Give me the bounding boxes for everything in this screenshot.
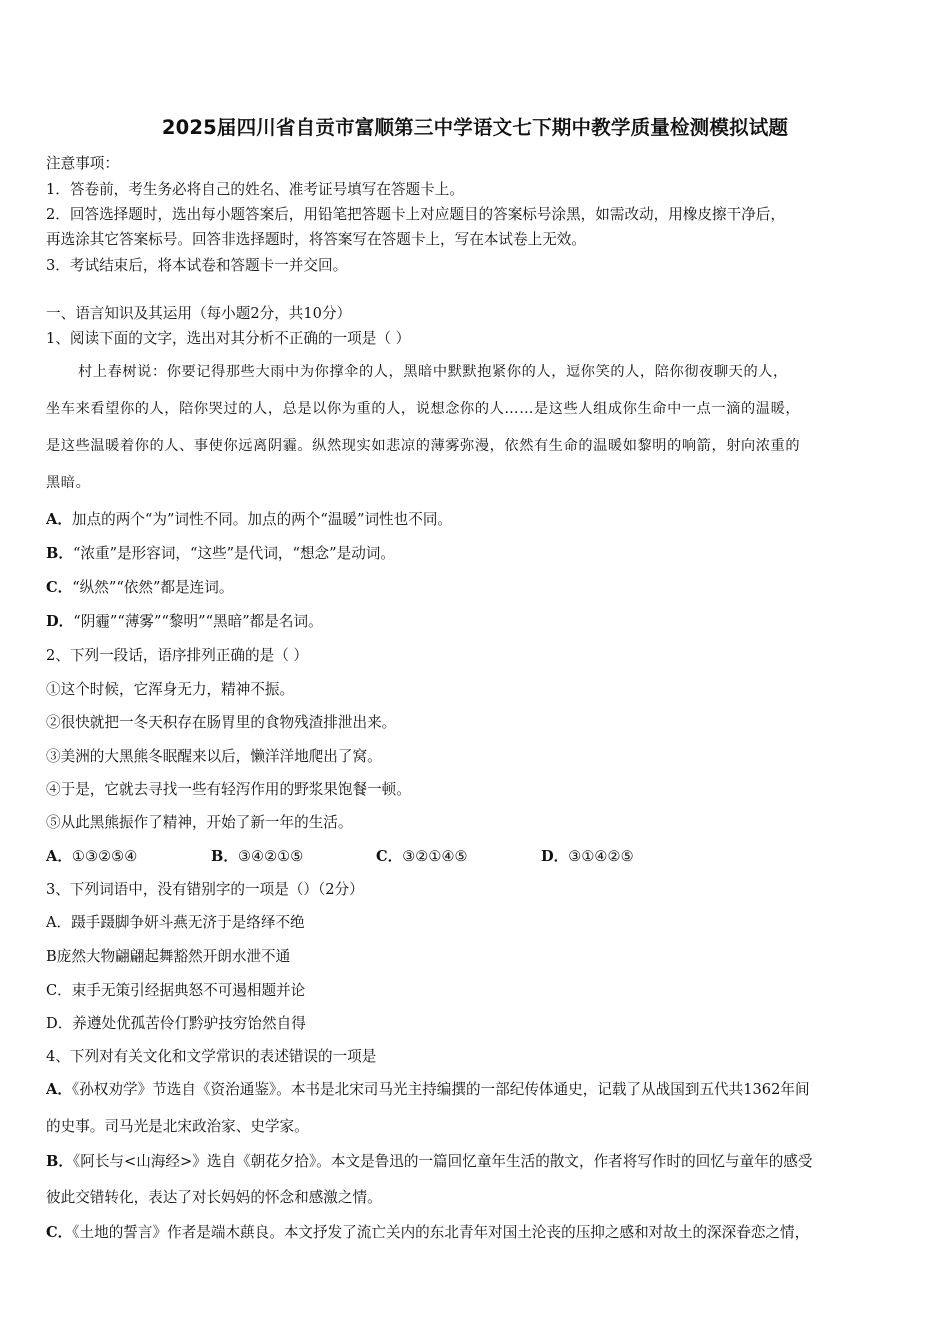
option-text: 《孙权劝学》节选自《资治通鉴》。本书是北宋司马光主持编撰的一部纪传体通史，记载了从战国到五代共1362年间	[71, 1081, 810, 1098]
option-item	[46, 1078, 810, 1099]
section-heading: 一、语言知识及其运用（每小题2分，共10分）	[46, 305, 352, 322]
option-item	[541, 845, 634, 866]
option-label: B．	[211, 848, 238, 865]
option-item	[46, 542, 395, 563]
option-label: C．	[376, 848, 403, 865]
passage-line: 村上春树说：你要记得那些大雨中为你撑伞的人，黑暗中默默抱紧你的人，逗你笑的人，陪你彻夜聊天的人，	[78, 364, 788, 380]
option-label: B．	[46, 545, 73, 562]
passage-line: 黑暗。	[46, 475, 91, 491]
passage-line: 坐车来看望你的人，陪你哭过的人，总是以你为重的人，说想念你的人……是这些人组成你生命中一点一滴的温暖，	[46, 401, 801, 417]
notice-item: 再选涂其它答案标号。回答非选择题时，将答案写在答题卡上，写在本试卷上无效。	[46, 231, 586, 248]
sentence-item: ①这个时候，它浑身无力，精神不振。	[46, 681, 295, 698]
option-text: ③②①④⑤	[402, 848, 468, 865]
notice-heading: 注意事项：	[46, 155, 119, 172]
option-text: “浓重”是形容词，“这些”是代词，“想念”是动词。	[72, 545, 395, 562]
sentence-item: ②很快就把一冬天积存在肠胃里的食物残渣排泄出来。	[46, 714, 397, 731]
option-continuation: 彼此交错转化，表达了对长妈妈的怀念和感激之情。	[46, 1189, 382, 1206]
option-label: C．	[46, 579, 73, 596]
question-stem: 2、下列一段话，语序排列正确的是（ ）	[46, 647, 309, 664]
option-item	[376, 845, 468, 866]
option-item: B庞然大物翩翩起舞豁然开朗水泄不通	[46, 948, 291, 965]
page-title: 2025届四川省自贡市富顺第三中学语文七下期中教学质量检测模拟试题	[161, 116, 789, 139]
question-stem: 4、下列对有关文化和文学常识的表述错误的一项是	[46, 1048, 377, 1065]
notice-item: 3．考试结束后，将本试卷和答题卡一并交回。	[46, 257, 348, 274]
question-stem: 1、阅读下面的文字，选出对其分析不正确的一项是（ ）	[46, 330, 411, 347]
option-item	[46, 576, 233, 597]
option-label: A．	[46, 1081, 72, 1098]
option-item	[46, 1221, 809, 1242]
option-text: 加点的两个“为”词性不同。加点的两个“温暖”词性也不同。	[71, 511, 453, 528]
option-text: ①③②⑤④	[71, 848, 138, 865]
option-text: 《土地的誓言》作者是端木蕻良。本文抒发了流亡关内的东北青年对国土沦丧的压抑之感和对故土的深深眷恋之情，	[72, 1224, 810, 1241]
notice-item: 2．回答选择题时，选出每小题答案后，用铅笔把答题卡上对应题目的答案标号涂黑，如需改动，用橡皮擦干净后，	[46, 206, 785, 223]
option-label: D．	[46, 613, 74, 630]
option-item: D．养遵处优孤苦伶仃黔驴技穷饴然自得	[46, 1015, 306, 1032]
option-text: 《阿长与<山海经>》选自《朝花夕拾》。本文是鲁迅的一篇回忆童年生活的散文，作者将写作时的回忆与童年的感受	[72, 1153, 813, 1170]
option-label: D．	[541, 848, 569, 865]
option-text: ③①④②⑤	[568, 848, 634, 865]
sentence-item: ④于是，它就去寻找一些有轻泻作用的野浆果饱餐一顿。	[46, 781, 411, 798]
option-label: A．	[46, 511, 72, 528]
option-item	[46, 508, 452, 529]
option-text: “阴霾”“薄雾”“黎明”“黑暗”都是名词。	[73, 613, 323, 630]
option-text: “纵然”“依然”都是连词。	[72, 579, 234, 596]
question-stem: 3、下列词语中，没有错别字的一项是（）（2分）	[46, 881, 364, 898]
option-text: ③④②①⑤	[237, 848, 304, 865]
notice-item: 1．答卷前，考生务必将自己的姓名、准考证号填写在答题卡上。	[46, 181, 464, 198]
option-label: A．	[46, 848, 72, 865]
sentence-item: ⑤从此黑熊振作了精神，开始了新一年的生活。	[46, 814, 353, 831]
option-item	[46, 1150, 813, 1171]
option-continuation: 的史事。司马光是北宋政治家、史学家。	[46, 1118, 309, 1135]
option-item: C．束手无策引经据典怒不可遏相题并论	[46, 982, 306, 999]
passage-line: 是这些温暖着你的人、事使你远离阴霾。纵然现实如悲凉的薄雾弥漫，依然有生命的温暖如黎明的响箭，射向浓重的	[46, 438, 801, 454]
option-item	[46, 610, 323, 631]
option-item	[46, 845, 137, 866]
option-label: C．	[46, 1224, 73, 1241]
option-item: A．蹑手蹑脚争妍斗燕无济于是络绎不绝	[46, 914, 305, 931]
option-item	[211, 845, 303, 866]
sentence-item: ③美洲的大黑熊冬眠醒来以后，懒洋洋地爬出了窝。	[46, 748, 382, 765]
option-label: B．	[46, 1153, 73, 1170]
